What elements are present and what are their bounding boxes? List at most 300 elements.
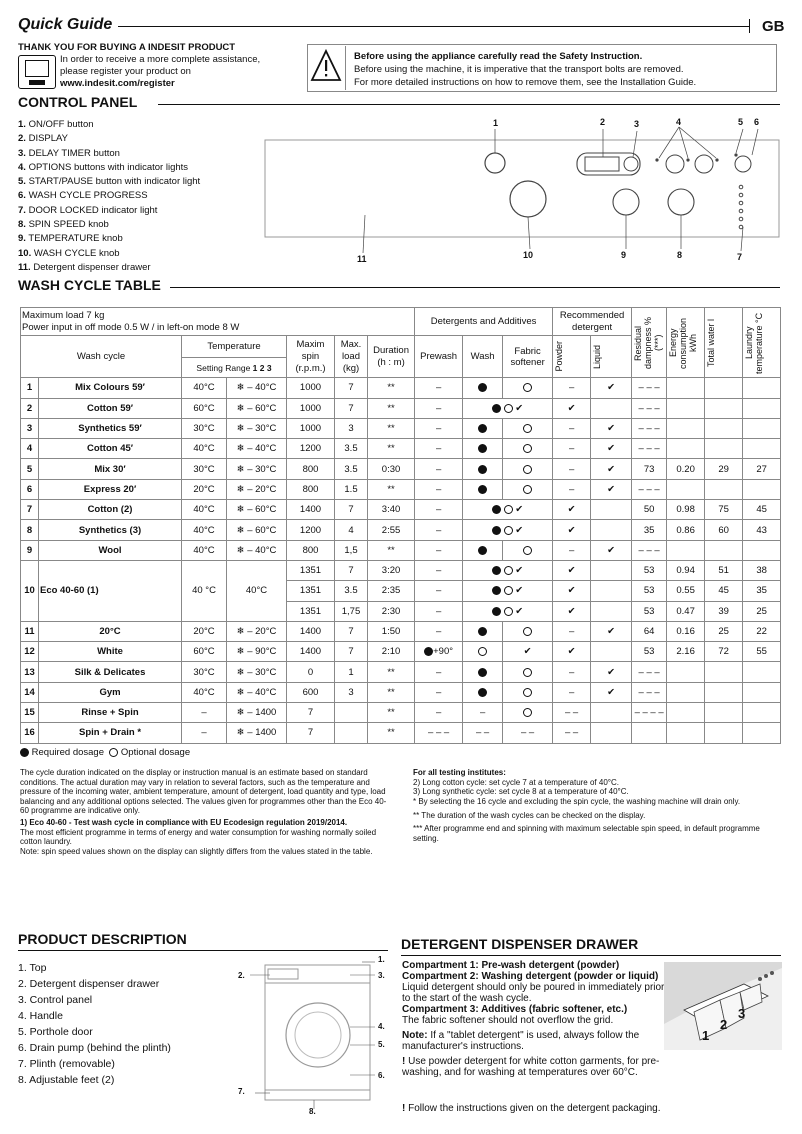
drawer-heading: DETERGENT DISPENSER DRAWER — [401, 936, 639, 952]
cell-text: 35 — [756, 585, 767, 597]
cp-item — [18, 175, 200, 189]
table-cell — [743, 662, 781, 682]
cp-item — [18, 189, 200, 203]
cell-text: 0.94 — [676, 565, 695, 577]
snowflake-icon: ❄ — [236, 686, 245, 698]
cell-text: 75 — [718, 504, 729, 516]
table-cell — [705, 500, 743, 520]
table-cell — [227, 682, 287, 702]
notes-right — [413, 768, 783, 843]
compartment-1: Compartment 1: Pre-wash detergent (powder) — [402, 960, 620, 971]
cp-item — [18, 232, 200, 246]
prewash-header: Prewash — [415, 336, 463, 378]
cp-item-num: 4. — [18, 161, 26, 173]
computer-screen-icon — [25, 60, 49, 77]
max-load-header: Max. load (kg) — [335, 336, 368, 378]
table-cell — [21, 642, 39, 662]
cell-text: – 30°C — [247, 423, 277, 435]
cell-text: ** — [387, 544, 395, 556]
required-dot-icon — [478, 444, 487, 453]
cell-text: 3 — [26, 423, 33, 435]
table-cell — [21, 378, 39, 398]
table-cell — [705, 378, 743, 398]
table-cell — [227, 398, 287, 418]
cycle-rows — [21, 378, 781, 561]
table-cell — [335, 642, 368, 662]
table-cell — [182, 703, 227, 723]
dampness-header — [632, 308, 667, 378]
header-tick — [749, 19, 750, 33]
product-item: 6. Drain pump (behind the plinth) — [18, 1042, 171, 1054]
table-cell — [743, 540, 781, 560]
cell-text: 20°C — [193, 626, 215, 637]
table-row — [21, 621, 781, 641]
table-cell — [503, 459, 553, 479]
table-cell — [705, 540, 743, 560]
table-cell — [335, 520, 368, 540]
compartment-2: Compartment 2: Washing detergent (powder or liquid) — [402, 971, 659, 982]
table-cell — [705, 439, 743, 459]
check-icon: ✔ — [515, 402, 524, 414]
table-cell — [743, 479, 781, 499]
table-cell — [667, 581, 705, 601]
table-row — [21, 459, 781, 479]
pd-callout-5: 5. — [378, 1040, 385, 1049]
check-icon: ✔ — [607, 423, 616, 435]
callout-8: 8 — [677, 250, 683, 260]
cell-text: – – – — [428, 727, 450, 739]
table-cell — [463, 418, 503, 438]
table-cell — [368, 642, 415, 662]
warning-icon — [310, 48, 342, 84]
table-cell — [21, 500, 39, 520]
table-cell — [463, 540, 503, 560]
table-cell — [667, 398, 705, 418]
table-cell — [182, 439, 227, 459]
product-list — [18, 960, 171, 1088]
table-cell — [705, 662, 743, 682]
cell-text: – – — [475, 727, 490, 739]
table-cell — [591, 621, 632, 641]
table-row — [21, 682, 781, 702]
callout-6: 6 — [754, 117, 760, 127]
cell-text: 3:40 — [381, 504, 401, 516]
register-url[interactable]: www.indesit.com/register — [60, 78, 175, 89]
table-cell — [335, 439, 368, 459]
cell-text: ** — [387, 443, 395, 455]
cell-text: ** — [387, 402, 395, 414]
table-cell — [368, 581, 415, 601]
cell-text: – — [435, 707, 442, 719]
cell-text: ** — [387, 382, 395, 394]
table-cell — [632, 723, 667, 743]
cell-text: 1200 — [299, 443, 322, 455]
cell-text: Spin + Drain * — [78, 727, 142, 739]
table-cell — [463, 723, 503, 743]
cell-text: 800 — [302, 544, 319, 556]
check-icon: ✔ — [607, 626, 616, 637]
cell-text: – — [568, 463, 575, 475]
cell-text: 1 — [348, 666, 354, 678]
check-icon: ✔ — [607, 686, 616, 698]
required-dot-icon — [492, 404, 501, 413]
safety-divider — [345, 46, 346, 90]
snowflake-icon: ❄ — [236, 423, 245, 435]
table-cell — [39, 642, 182, 662]
cell-text: Express 20′ — [83, 483, 137, 495]
table-cell — [368, 418, 415, 438]
table-cell — [553, 703, 591, 723]
table-cell — [705, 459, 743, 479]
safety-text — [354, 50, 774, 89]
cell-text: Rinse + Spin — [81, 707, 139, 719]
cell-text: 14 — [24, 686, 35, 698]
table-row — [21, 439, 781, 459]
table-cell — [287, 621, 335, 641]
cp-item-text: SPIN SPEED knob — [28, 219, 109, 231]
legend-required: Required dosage — [31, 747, 104, 758]
table-cell — [335, 621, 368, 641]
table-cell — [705, 723, 743, 743]
cell-text: – — [568, 382, 575, 394]
table-cell — [39, 662, 182, 682]
cell-text: 1000 — [299, 423, 322, 435]
safety-title: Before using the appliance carefully read the Safety Instruction. — [354, 51, 643, 62]
table-cell — [39, 479, 182, 499]
drawer-rule — [401, 955, 781, 956]
setting-range-header — [182, 358, 287, 378]
table-cell — [368, 662, 415, 682]
cell-text: – — [568, 666, 575, 678]
cell-text: 2.16 — [676, 646, 695, 658]
safety-line-2: For more detailed instructions on how to remove them, see the Installation Guide. — [354, 77, 697, 88]
cell-text: – 60°C — [247, 504, 277, 516]
table-cell — [667, 459, 705, 479]
check-icon: ✔ — [515, 585, 524, 597]
cell-text: ** — [387, 423, 395, 435]
check-icon: ✔ — [515, 504, 524, 516]
control-panel-rule — [158, 104, 780, 105]
table-cell — [335, 560, 368, 580]
drawer-label-2: 2 — [720, 1017, 728, 1032]
cell-text: 1200 — [299, 524, 322, 536]
table-cell — [591, 418, 632, 438]
callout-10: 10 — [523, 250, 534, 260]
callout-9: 9 — [621, 250, 627, 260]
cell-text: 55 — [756, 646, 767, 658]
check-icon: ✔ — [523, 646, 532, 658]
cell-text: 73 — [643, 463, 655, 475]
optional-dot-icon — [504, 526, 513, 535]
cell-text: 3.5 — [344, 443, 358, 455]
table-cell — [463, 398, 553, 418]
cell-text: 40°C — [193, 382, 215, 394]
table-cell — [368, 703, 415, 723]
callout-11: 11 — [357, 254, 367, 264]
table-cell — [335, 682, 368, 702]
cell-text: 7 — [307, 707, 314, 719]
cell-text: 16 — [24, 727, 35, 739]
liquid-label: Liquid — [592, 344, 603, 369]
compartment-2-text: Liquid detergent should only be poured in immediately prior to the start of the wash cycle. — [402, 982, 665, 1004]
required-dot-icon — [492, 566, 501, 575]
optional-dot-icon — [523, 444, 532, 453]
cell-text: – – — [565, 707, 579, 719]
snowflake-icon: ❄ — [236, 524, 245, 536]
table-cell — [335, 662, 368, 682]
table-cell — [591, 642, 632, 662]
cp-item-text: OPTIONS buttons with indicator lights — [28, 161, 189, 173]
table-cell — [182, 682, 227, 702]
table-cell — [415, 662, 463, 682]
table-cell — [503, 479, 553, 499]
powder-label: Powder — [554, 341, 565, 372]
table-cell — [21, 560, 39, 621]
table-cell — [553, 662, 591, 682]
table-cell — [553, 540, 591, 560]
check-icon: ✔ — [567, 565, 576, 577]
table-cell — [415, 682, 463, 702]
cell-text: 7 — [348, 504, 354, 516]
table-cell — [368, 378, 415, 398]
softener-header: Fabric softener — [503, 336, 553, 378]
table-cell — [743, 703, 781, 723]
callout-5: 5 — [738, 117, 744, 127]
table-cell — [287, 560, 335, 580]
cell-text: 800 — [302, 483, 319, 495]
wash-table-rule — [170, 287, 780, 288]
product-heading: PRODUCT DESCRIPTION — [18, 931, 187, 947]
cp-item-num: 10. — [18, 247, 32, 259]
pd-callout-4: 4. — [378, 1022, 385, 1031]
table-cell — [553, 642, 591, 662]
optional-dot-icon — [523, 688, 532, 697]
table-cell — [632, 703, 667, 723]
cp-item-text: DOOR LOCKED indicator light — [28, 204, 158, 216]
cell-text: 20°C — [99, 626, 121, 637]
cell-text: 13 — [24, 666, 35, 678]
table-cell — [182, 479, 227, 499]
table-cell — [368, 459, 415, 479]
optional-dot-icon — [523, 424, 532, 433]
cell-text: 7 — [348, 402, 354, 414]
eco-note: The most efficient programme in terms of energy and water consumption for washing normally soiled cotton laundry. — [20, 827, 377, 847]
note-text: If a "tablet detergent" is used, always follow the manufacturer's instructions. — [402, 1030, 640, 1052]
cell-text: 35 — [643, 524, 655, 536]
table-cell — [743, 398, 781, 418]
table-cell — [287, 682, 335, 702]
required-dot-icon — [20, 748, 29, 757]
table-cell — [667, 621, 705, 641]
table-cell — [415, 581, 463, 601]
table-cell — [632, 398, 667, 418]
cell-text: – 20°C — [247, 626, 277, 637]
table-cell — [287, 500, 335, 520]
register-text — [60, 54, 260, 90]
table-cell — [591, 601, 632, 621]
register-line-2: please register your product on — [60, 66, 191, 77]
compartment-3: Compartment 3: Additives (fabric softener, etc.) — [402, 1004, 628, 1015]
table-cell — [287, 439, 335, 459]
table-cell — [415, 601, 463, 621]
callout-7: 7 — [737, 252, 743, 262]
table-cell — [503, 723, 553, 743]
table-cell — [463, 500, 553, 520]
cell-text: – 40°C — [247, 686, 277, 698]
table-cell — [503, 703, 553, 723]
check-icon: ✔ — [567, 605, 576, 617]
cell-text: 0.16 — [676, 626, 695, 637]
laundry-temp-header — [743, 308, 781, 378]
drawer-label-1: 1 — [702, 1028, 710, 1043]
cell-text: 30°C — [193, 666, 215, 678]
table-cell — [182, 662, 227, 682]
cell-text: 2 — [26, 402, 33, 414]
snowflake-icon: ❄ — [236, 463, 245, 475]
table-cell — [287, 540, 335, 560]
table-cell — [227, 479, 287, 499]
cell-text: 40°C — [193, 443, 215, 455]
cell-text: 43 — [756, 524, 767, 536]
table-cell — [553, 459, 591, 479]
table-cell — [287, 581, 335, 601]
table-cell — [463, 439, 503, 459]
check-icon: ✔ — [607, 544, 616, 556]
table-cell — [227, 560, 287, 621]
table-cell — [335, 398, 368, 418]
table-header-row — [21, 308, 781, 336]
cell-text: – – – — [638, 686, 660, 698]
required-dot-icon — [424, 647, 433, 656]
max-load-text: Maximum load 7 kg — [22, 309, 105, 321]
table-cell — [39, 459, 182, 479]
table-cell — [335, 601, 368, 621]
table-cell — [182, 560, 227, 621]
table-cell — [415, 703, 463, 723]
table-cell — [287, 662, 335, 682]
table-cell — [743, 378, 781, 398]
table-cell — [632, 459, 667, 479]
table-cell — [287, 642, 335, 662]
table-cell — [287, 459, 335, 479]
cell-text: Cotton 59′ — [86, 402, 134, 414]
table-cell — [463, 378, 503, 398]
cell-text: Mix 30′ — [94, 463, 126, 475]
table-cell — [632, 581, 667, 601]
table-cell — [503, 621, 553, 641]
optional-dot-icon — [504, 505, 513, 514]
table-cell — [287, 418, 335, 438]
cell-text: 40°C — [193, 544, 215, 556]
duration-header: Duration (h : m) — [368, 336, 415, 378]
table-cell — [632, 378, 667, 398]
table-row — [21, 662, 781, 682]
dampness-label: Residual dampness % (***) — [633, 316, 664, 369]
table-cell — [368, 540, 415, 560]
control-panel-heading: CONTROL PANEL — [18, 94, 138, 110]
cell-text: 29 — [718, 463, 729, 475]
notes-left — [20, 768, 395, 856]
table-row — [21, 642, 781, 662]
table-cell — [39, 398, 182, 418]
table-cell — [632, 642, 667, 662]
cell-text: – — [568, 423, 575, 435]
table-row — [21, 378, 781, 398]
cell-text: – — [435, 666, 442, 678]
table-cell — [705, 560, 743, 580]
table-cell — [415, 642, 463, 662]
table-cell — [368, 500, 415, 520]
snowflake-icon: ❄ — [236, 382, 245, 394]
cell-text: – — [435, 483, 442, 495]
table-cell — [335, 479, 368, 499]
cell-text: 1400 — [299, 646, 322, 658]
required-dot-icon — [478, 465, 487, 474]
table-cell — [705, 601, 743, 621]
legend-optional: Optional dosage — [120, 747, 191, 758]
cell-text: – 40°C — [247, 443, 277, 455]
optional-dot-icon — [523, 465, 532, 474]
required-dot-icon — [478, 424, 487, 433]
table-cell — [591, 560, 632, 580]
cp-item-num: 1. — [18, 119, 26, 130]
optional-dot-icon — [504, 566, 513, 575]
cell-text: 3:20 — [381, 565, 401, 577]
eco-note-title: 1) Eco 40-60 - Test wash cycle in compliance with EU Ecodesign regulation 2019/2014. — [20, 817, 348, 827]
table-cell — [705, 703, 743, 723]
table-cell — [21, 621, 39, 641]
table-cell — [287, 378, 335, 398]
snowflake-icon: ❄ — [236, 402, 245, 414]
required-dot-icon — [492, 505, 501, 514]
table-cell — [227, 703, 287, 723]
table-cell — [463, 642, 503, 662]
table-row — [21, 418, 781, 438]
table-cell — [21, 703, 39, 723]
cp-item — [18, 204, 200, 218]
table-cell — [743, 581, 781, 601]
wash-table-heading: WASH CYCLE TABLE — [18, 277, 161, 293]
table-cell — [182, 500, 227, 520]
required-dot-icon — [492, 586, 501, 595]
table-cell — [591, 378, 632, 398]
table-cell — [368, 560, 415, 580]
optional-dot-icon — [478, 647, 487, 656]
cell-text: – — [435, 402, 442, 414]
cell-text: Cotton 45′ — [86, 443, 134, 455]
table-cell — [21, 418, 39, 438]
cell-text: 1000 — [299, 382, 322, 394]
cell-text: – – – — [638, 423, 660, 435]
snowflake-icon: ❄ — [236, 646, 245, 658]
table-cell — [553, 418, 591, 438]
table-cell — [415, 398, 463, 418]
cell-text: 20°C — [193, 483, 215, 495]
cell-text: 0:30 — [381, 463, 401, 475]
cp-item-num: 2. — [18, 133, 26, 145]
product-item: 2. Detergent dispenser drawer — [18, 978, 160, 990]
cp-item — [18, 218, 200, 232]
cell-text: – 30°C — [247, 463, 277, 475]
cell-text: White — [97, 646, 123, 658]
table-cell — [21, 398, 39, 418]
table-cell — [39, 439, 182, 459]
table-cell — [632, 418, 667, 438]
table-cell — [227, 459, 287, 479]
control-panel-list — [18, 118, 200, 275]
table-cell — [287, 398, 335, 418]
cell-text: 7 — [307, 727, 314, 739]
